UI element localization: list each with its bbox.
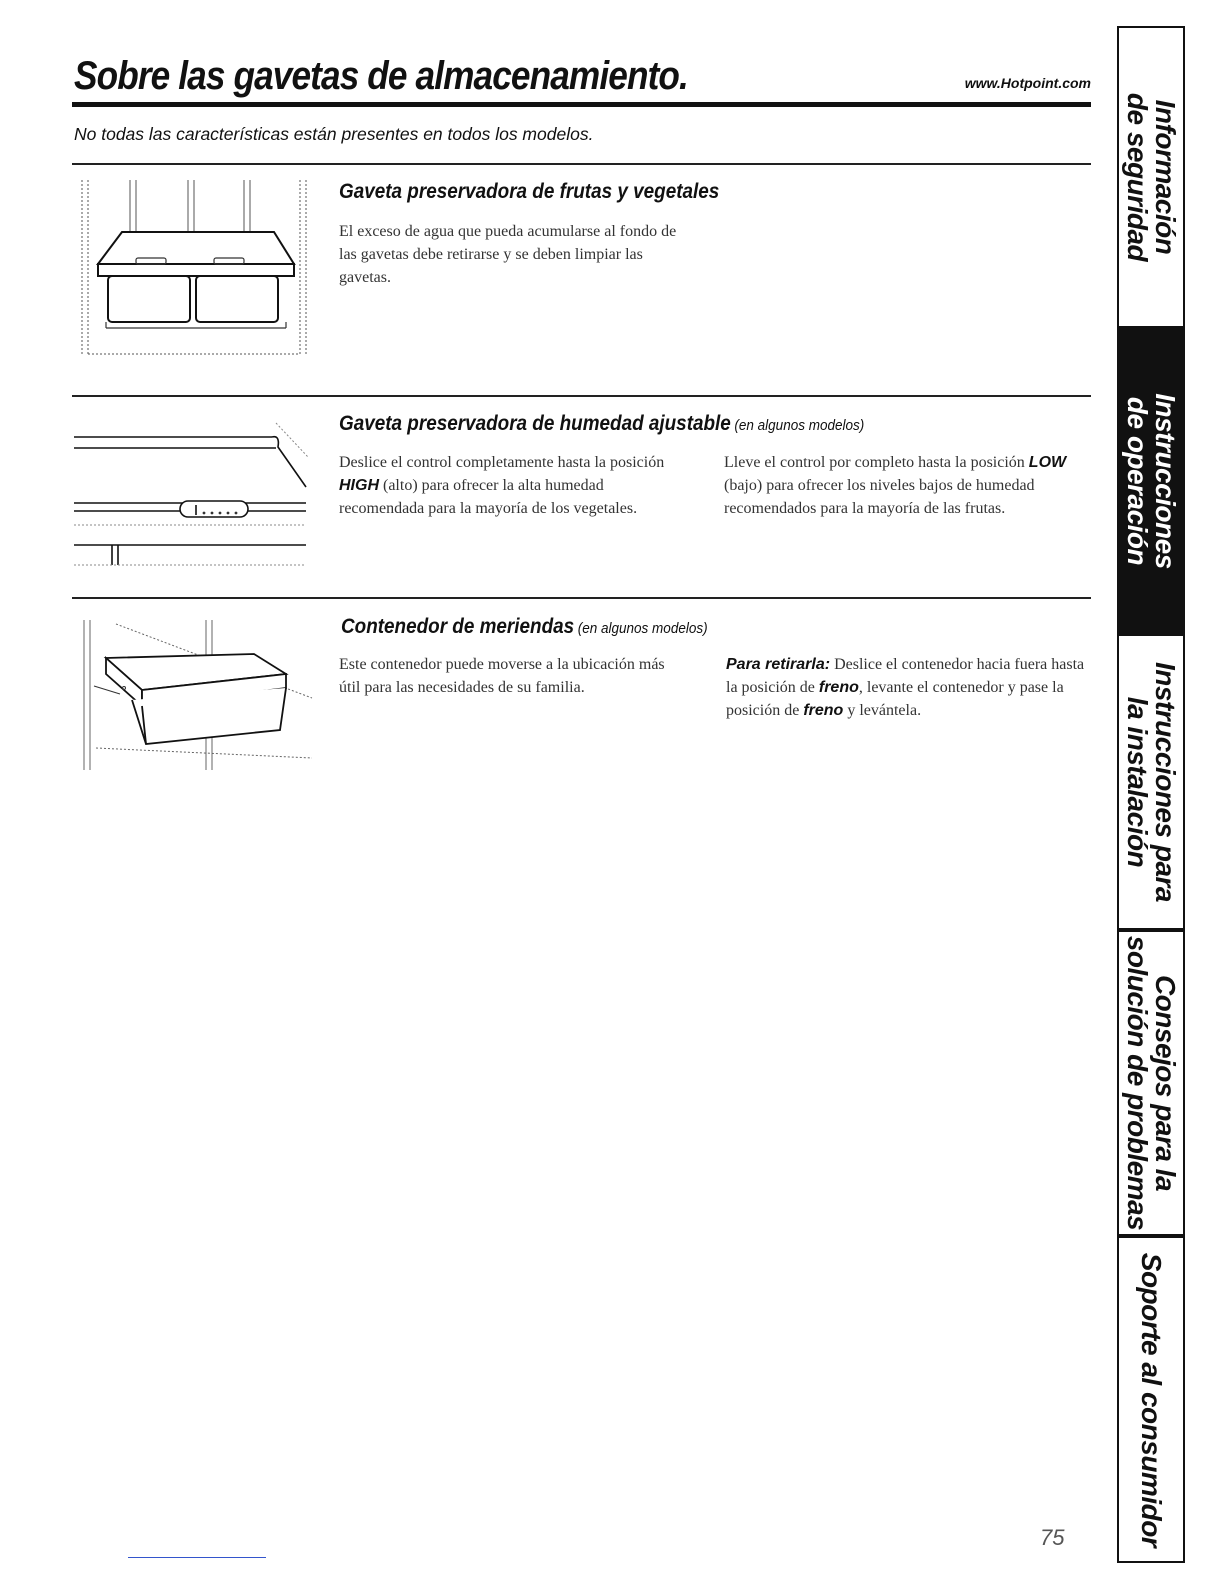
low-setting-text (724, 451, 1090, 520)
section-title (341, 615, 708, 639)
text-segment: Deslice el control completamente hasta la posición (339, 454, 665, 471)
section-divider (72, 597, 1091, 599)
tab-label: de operación (1122, 396, 1153, 566)
tab-label: Soporte al consumidor (1136, 1252, 1167, 1547)
footer-line (128, 1557, 266, 1558)
humidity-control-illustration (72, 415, 312, 567)
section-note: (en algunos modelos) (734, 417, 865, 434)
text-segment: , levante el contenedor y pase la posición de (726, 679, 1064, 719)
text-segment: y levántela. (843, 702, 922, 719)
keyword-high: HIGH (339, 477, 379, 494)
keyword-freno: freno (818, 679, 859, 696)
header-rule (72, 102, 1091, 107)
section-divider (72, 395, 1091, 397)
tab-label: Información (1150, 99, 1182, 255)
removal-label: Para retirarla: (726, 656, 831, 673)
section-title-text: Gaveta preservadora de humedad ajustable (339, 412, 731, 435)
text-segment: (bajo) para ofrecer los niveles bajos de humedad recomendados para la mayoría de las frutas. (724, 477, 1035, 517)
section-title: Gaveta preservadora de frutas y vegetales (339, 180, 720, 203)
tab-soporte-consumidor[interactable] (1117, 1236, 1185, 1563)
tab-instrucciones-instalacion[interactable] (1117, 634, 1185, 930)
tab-label: de seguridad (1122, 92, 1154, 262)
keyword-freno: freno (803, 702, 844, 719)
crisper-drawers-illustration (76, 178, 312, 358)
page-number: 75 (1040, 1525, 1065, 1550)
high-setting-text (339, 451, 689, 520)
website-link[interactable]: www.Hotpoint.com (964, 75, 1091, 91)
removal-instructions (726, 653, 1090, 722)
page-subtitle: No todas las características están presentes en todos los modelos. (74, 124, 594, 144)
snack-bin-illustration (76, 618, 316, 774)
tab-label: la instalación (1122, 696, 1154, 868)
tab-label: Instrucciones para (1150, 662, 1182, 902)
text-segment: Lleve el control por completo hasta la posición (724, 454, 1029, 471)
text-segment: (alto) para ofrecer la alta humedad recomendada para la mayoría de los vegetales. (339, 477, 638, 517)
tab-label: Consejos para la (1150, 974, 1182, 1192)
section-title (339, 412, 864, 436)
tab-instrucciones-operacion[interactable] (1117, 328, 1185, 634)
section-note: (en algunos modelos) (577, 620, 708, 637)
section-divider (72, 163, 1091, 165)
keyword-low: LOW (1028, 454, 1067, 471)
tab-label: Instrucciones (1150, 393, 1181, 569)
page-title: Sobre las gavetas de almacenamiento. (74, 54, 688, 98)
snack-bin-text: Este contenedor puede moverse a la ubicación más útil para las necesidades de su familia. (339, 656, 665, 696)
tab-informacion-seguridad[interactable] (1117, 26, 1185, 328)
section-title-text: Contenedor de meriendas (341, 615, 575, 638)
tab-label: solución de problemas (1122, 935, 1154, 1231)
tab-solucion-problemas[interactable] (1117, 930, 1185, 1236)
text-segment: Deslice el contenedor hacia fuera hasta la posición de (726, 656, 1085, 696)
section-body: El exceso de agua que pueda acumularse al fondo de las gavetas debe retirarse y se deben limpiar las gavetas. (339, 223, 677, 286)
